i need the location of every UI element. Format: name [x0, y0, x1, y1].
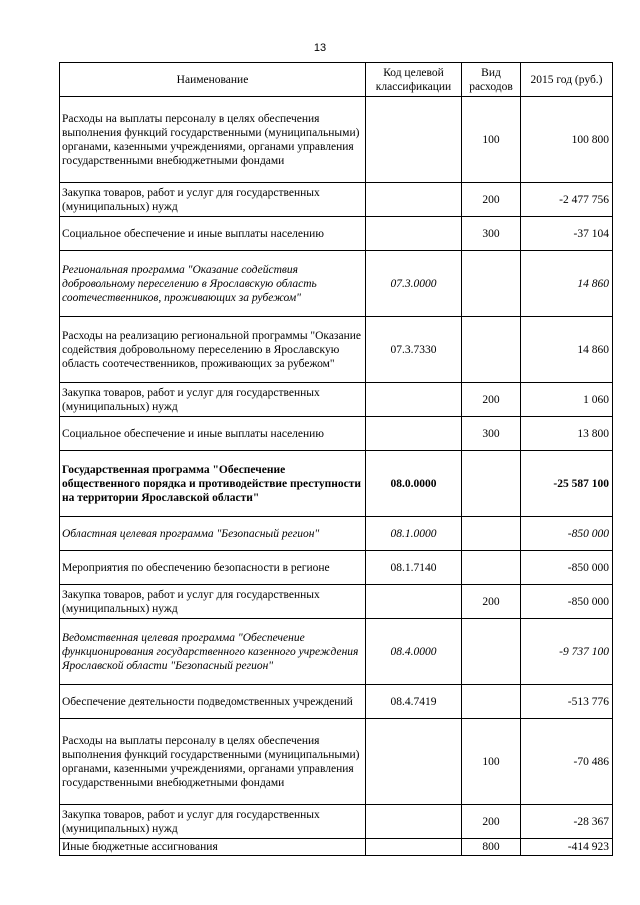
row-code-cell: 08.1.0000: [366, 517, 462, 551]
row-vid-cell: 300: [462, 417, 521, 451]
row-sum-cell: -9 737 100: [521, 619, 613, 685]
row-sum-cell: 100 800: [521, 97, 613, 183]
budget-table: [59, 62, 613, 856]
row-name-cell: Расходы на выплаты персоналу в целях обеспечения выполнения функций государственными (муниципальными) органами, казенными учреждениями, органами управления государственными внебюджетными фондами: [60, 97, 366, 183]
table-row: [60, 585, 613, 619]
table-row: [60, 97, 613, 183]
row-name-cell: Социальное обеспечение и иные выплаты населению: [60, 217, 366, 251]
row-name-cell: Ведомственная целевая программа "Обеспечение функционирования государственного казенного учреждения Ярославской области "Безопасный регион": [60, 619, 366, 685]
row-sum-cell: -25 587 100: [521, 451, 613, 517]
row-sum-cell: -2 477 756: [521, 183, 613, 217]
row-name-cell: Мероприятия по обеспечению безопасности в регионе: [60, 551, 366, 585]
row-name-cell: Областная целевая программа "Безопасный регион": [60, 517, 366, 551]
table-row: [60, 685, 613, 719]
table-row: [60, 719, 613, 805]
row-vid-cell: [462, 685, 521, 719]
row-code-cell: [366, 417, 462, 451]
table-row: [60, 183, 613, 217]
row-sum-cell: -28 367: [521, 805, 613, 839]
row-code-cell: [366, 719, 462, 805]
row-code-cell: 08.4.0000: [366, 619, 462, 685]
row-vid-cell: [462, 517, 521, 551]
row-name-cell: Обеспечение деятельности подведомственных учреждений: [60, 685, 366, 719]
table-row: [60, 551, 613, 585]
table-row: [60, 619, 613, 685]
row-sum-cell: 13 800: [521, 417, 613, 451]
row-vid-cell: [462, 451, 521, 517]
row-code-cell: [366, 839, 462, 856]
row-vid-cell: [462, 619, 521, 685]
row-vid-cell: 200: [462, 383, 521, 417]
row-name-cell: Закупка товаров, работ и услуг для государственных (муниципальных) нужд: [60, 383, 366, 417]
row-vid-cell: 100: [462, 97, 521, 183]
table-row: [60, 451, 613, 517]
row-code-cell: [366, 383, 462, 417]
row-sum-cell: -70 486: [521, 719, 613, 805]
header-year: 2015 год (руб.): [521, 63, 613, 97]
row-code-cell: 07.3.7330: [366, 317, 462, 383]
row-sum-cell: 1 060: [521, 383, 613, 417]
table-row: [60, 251, 613, 317]
row-name-cell: Расходы на реализацию региональной программы "Оказание содействия добровольному переселению в Ярославскую область соотечественников, проживающих за рубежом": [60, 317, 366, 383]
row-vid-cell: [462, 251, 521, 317]
row-name-cell: Иные бюджетные ассигнования: [60, 839, 366, 856]
row-code-cell: [366, 805, 462, 839]
row-sum-cell: -513 776: [521, 685, 613, 719]
row-vid-cell: 200: [462, 805, 521, 839]
table-row: [60, 217, 613, 251]
table-header-row: [60, 63, 613, 97]
row-sum-cell: -850 000: [521, 551, 613, 585]
row-sum-cell: -850 000: [521, 585, 613, 619]
row-sum-cell: -414 923: [521, 839, 613, 856]
row-name-cell: Закупка товаров, работ и услуг для государственных (муниципальных) нужд: [60, 183, 366, 217]
row-sum-cell: -850 000: [521, 517, 613, 551]
row-vid-cell: [462, 317, 521, 383]
row-code-cell: [366, 183, 462, 217]
row-sum-cell: -37 104: [521, 217, 613, 251]
row-vid-cell: 800: [462, 839, 521, 856]
row-name-cell: Закупка товаров, работ и услуг для государственных (муниципальных) нужд: [60, 805, 366, 839]
table-row: [60, 517, 613, 551]
row-vid-cell: 300: [462, 217, 521, 251]
table-row: [60, 417, 613, 451]
row-code-cell: 08.1.7140: [366, 551, 462, 585]
row-code-cell: 08.4.7419: [366, 685, 462, 719]
row-name-cell: Социальное обеспечение и иные выплаты населению: [60, 417, 366, 451]
row-vid-cell: 200: [462, 585, 521, 619]
row-code-cell: [366, 97, 462, 183]
row-vid-cell: [462, 551, 521, 585]
page-number: 13: [313, 42, 327, 54]
row-code-cell: 07.3.0000: [366, 251, 462, 317]
row-name-cell: Государственная программа "Обеспечение общественного порядка и противодействие преступности на территории Ярославской области": [60, 451, 366, 517]
row-code-cell: 08.0.0000: [366, 451, 462, 517]
row-name-cell: Расходы на выплаты персоналу в целях обеспечения выполнения функций государственными (муниципальными) органами, казенными учреждениями, органами управления государственными внебюджетными фондами: [60, 719, 366, 805]
header-vid: Вид расходов: [462, 63, 521, 97]
row-sum-cell: 14 860: [521, 251, 613, 317]
table-row: [60, 383, 613, 417]
row-vid-cell: 100: [462, 719, 521, 805]
row-sum-cell: 14 860: [521, 317, 613, 383]
row-name-cell: Закупка товаров, работ и услуг для государственных (муниципальных) нужд: [60, 585, 366, 619]
row-code-cell: [366, 217, 462, 251]
header-name: Наименование: [60, 63, 366, 97]
table-row: [60, 317, 613, 383]
table-body: [60, 97, 613, 856]
row-vid-cell: 200: [462, 183, 521, 217]
row-code-cell: [366, 585, 462, 619]
header-code: Код целевой классификации: [366, 63, 462, 97]
table-row: [60, 805, 613, 839]
row-name-cell: Региональная программа "Оказание содействия добровольному переселению в Ярославскую область соотечественников, проживающих за рубежом": [60, 251, 366, 317]
table-row: [60, 839, 613, 856]
